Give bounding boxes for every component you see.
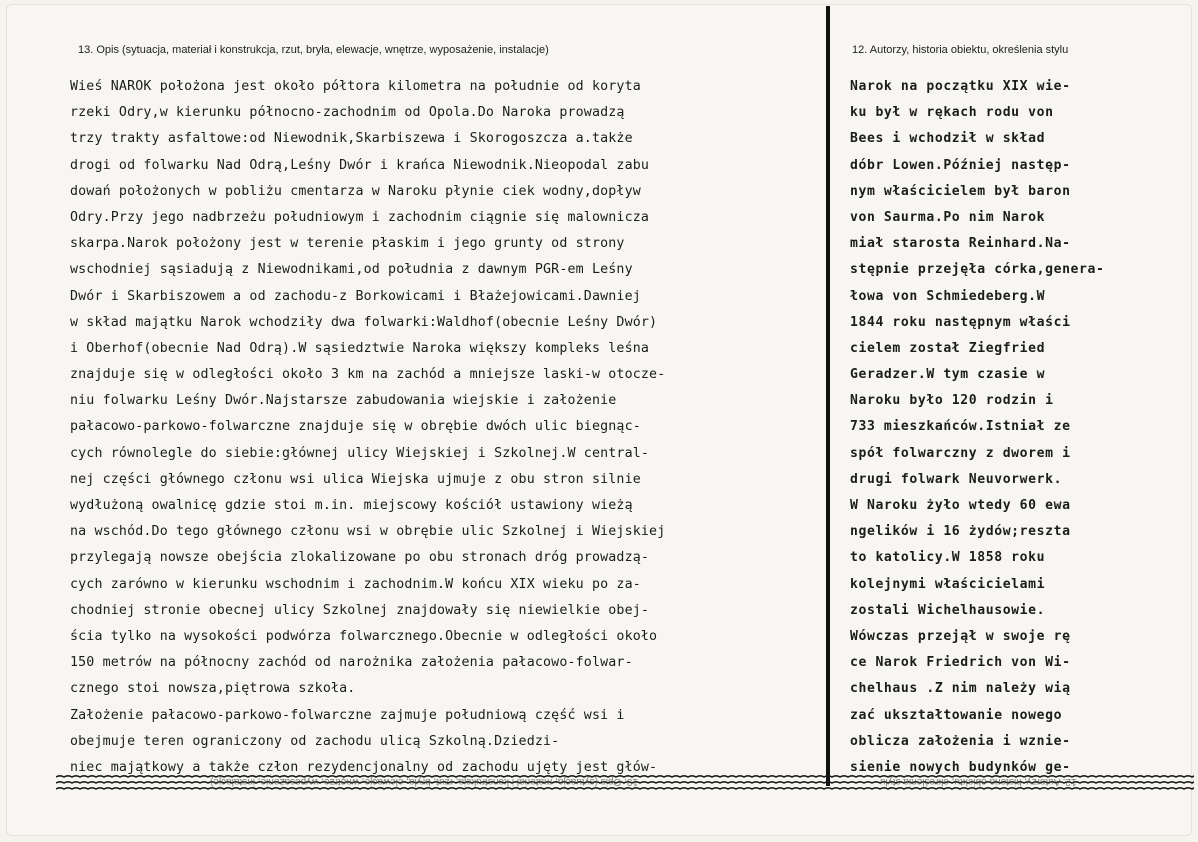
text-line: wydłużoną owalnicę gdzie stoi m.in. miejscowy kościół ustawiony wieżą [70, 498, 633, 513]
text-line: Bees i wchodził w skład [850, 131, 1046, 147]
column-divider [826, 6, 830, 786]
text-line: Geradzer.W tym czasie w [850, 367, 1046, 383]
text-line: trzy trakty asfaltowe:od Niewodnik,Skarbiszewa i Skorogoszcza a.także [70, 131, 633, 147]
text-line: drugi folwark Neuvorwerk. [850, 471, 1063, 487]
description-heading: 13. Opis (sytuacja, materiał i konstrukcja, rzut, bryła, elewacje, wnętrze, wyposażenie, instalacje) [78, 44, 549, 56]
description-text-column [70, 74, 822, 781]
text-line: kolejnymi właścicielami [850, 576, 1046, 592]
text-line: ku był w rękach rodu von [850, 105, 1054, 121]
text-line: Wieś NAROK położona jest około półtora kilometra na południe od koryta [70, 79, 641, 94]
text-line: Założenie pałacowo-parkowo-folwarczne zajmuje południową część wsi i [70, 707, 625, 723]
text-line: W Naroku żyło wtedy 60 ewa [850, 498, 1071, 513]
text-line: miał starosta Reinhard.Na- [850, 236, 1071, 252]
text-line: niec majątkowy a także człon rezydencjonalny od zachodu ujęty jest głów- [70, 759, 658, 775]
text-line: cych równolegle do siebie:głównej ulicy Wiejskiej i Szkolnej.W central- [70, 445, 650, 461]
text-line: dowań położonych w pobliżu cmentarza w Naroku płynie ciek wodny,dopływ [70, 183, 641, 199]
text-line: wschodniej sąsiadują z Niewodnikami,od południa z dawnym PGR-em Leśny [70, 262, 633, 278]
text-line: na wschód.Do tego głównego członu wsi w obrębie ulic Szkolnej i Wiejskiej [70, 524, 666, 540]
history-heading: 12. Autorzy, historia obiektu, określenia stylu [852, 44, 1069, 56]
text-line: ngelików i 16 żydów;reszta [850, 524, 1071, 540]
text-line: dóbr Lowen.Później następ- [850, 157, 1071, 173]
text-line: Dwór i Skarbiszowem a od zachodu-z Borkowicami i Błażejowicami.Dawniej [70, 288, 641, 304]
text-line: von Saurma.Po nim Narok [850, 209, 1046, 225]
text-line: w skład majątku Narok wchodziły dwa folwarki:Waldhof(obecnie Leśny Dwór) [70, 314, 658, 330]
text-line: Narok na początku XIX wie- [850, 79, 1071, 94]
text-line: cielem został Ziegfried [850, 340, 1046, 356]
text-line: ce Narok Friedrich von Wi- [850, 655, 1071, 671]
text-line: obejmuje teren ograniczony od zachodu ulicą Szkolną.Dziedzi- [70, 733, 560, 749]
text-line: chelhaus .Z nim należy wią [850, 681, 1071, 697]
text-line: skarpa.Narok położony jest w terenie płaskim i jego grunty od strony [70, 236, 625, 252]
text-line: przylegają nowsze obejścia zlokalizowane po obu stronach dróg prowadzą- [70, 550, 650, 566]
text-line: to katolicy.W 1858 roku [850, 550, 1046, 566]
text-line: rzeki Odry,w kierunku północno-zachodnim od Opola.Do Naroka prowadzą [70, 105, 625, 121]
text-line: Odry.Przy jego nadbrzeżu południowym i zachodnim ciągnie się malownicza [70, 209, 650, 225]
text-line: i Oberhof(obecnie Nad Odrą).W sąsiedztwie Naroka większy kompleks leśna [70, 340, 650, 356]
text-line: zostali Wichelhausowie. [850, 602, 1046, 618]
text-line: drogi od folwarku Nad Odrą,Leśny Dwór i krańca Niewodnik.Nieopodal zabu [70, 157, 650, 173]
history-text-column [850, 74, 1130, 781]
text-line: łowa von Schmiedeberg.W [850, 288, 1046, 304]
text-line: oblicza założenia i wznie- [850, 733, 1071, 749]
text-line: stępnie przejęła córka,genera- [850, 262, 1105, 278]
text-line: ścia tylko na wysokości podwórza folwarcznego.Obecnie w odległości około [70, 628, 658, 644]
text-line: 733 mieszkańców.Istniał ze [850, 419, 1071, 435]
bleed-through-heading-left: 13. Opis (sytuacja, materiał i konstrukcja, rzut, bryła, elewacje, wnętrze, wyposażenie, instalacje) [210, 776, 638, 787]
text-line: cznego stoi nowsza,piętrowa szkoła. [70, 681, 356, 697]
text-line: 1844 roku następnym właści [850, 314, 1071, 330]
bleed-through-heading-right: 12. Autorzy, historia obiektu, określenia stylu [880, 776, 1077, 787]
text-line: spół folwarczny z dworem i [850, 445, 1071, 461]
text-line: Naroku było 120 rodzin i [850, 393, 1054, 409]
text-line: 150 metrów na północny zachód od narożnika założenia pałacowo-folwar- [70, 655, 633, 671]
text-line: Wówczas przejął w swoje rę [850, 628, 1071, 644]
text-line: nym właścicielem był baron [850, 183, 1071, 199]
text-line: chodniej stronie obecnej ulicy Szkolnej znajdowały się niewielkie obej- [70, 602, 650, 618]
text-line: sienie nowych budynków ge- [850, 759, 1071, 775]
text-line: znajduje się w odległości około 3 km na zachód a mniejsze laski-w otocze- [70, 367, 666, 383]
text-line: niu folwarku Leśny Dwór.Najstarsze zabudowania wiejskie i założenie [70, 393, 617, 409]
text-line: pałacowo-parkowo-folwarczne znajduje się w obrębie dwóch ulic biegnąc- [70, 419, 641, 435]
text-line: nej części głównego członu wsi ulica Wiejska ujmuje z obu stron silnie [70, 471, 641, 487]
text-line: zać ukształtowanie nowego [850, 707, 1063, 723]
text-line: cych zarówno w kierunku wschodnim i zachodnim.W końcu XIX wieku po za- [70, 576, 641, 592]
